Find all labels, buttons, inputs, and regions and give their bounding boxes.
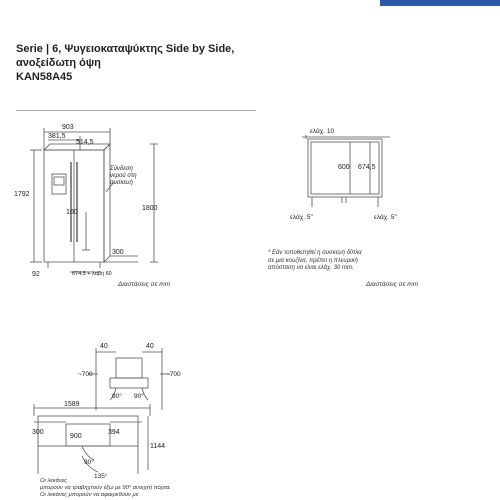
dim-foot: 92 <box>32 271 40 278</box>
connection-label-2: νερού στη <box>110 173 137 179</box>
niche-caption: Διαστάσεις σε mm <box>366 281 419 288</box>
drawer-note-line-3: Οι λεκάνες μπορούν να αφαιρεθούν με <box>40 492 139 498</box>
niche-note-line-2: σε μια κουζίνα, πρέπει η πλευρική <box>268 257 358 264</box>
dim-90-right: 90° <box>134 393 144 400</box>
niche-note-line-1: * Εάν τοποθετηθεί η συσκευή δίπλα <box>268 250 362 256</box>
top-bar <box>0 0 500 8</box>
connection-label-3: συσκευή <box>110 180 133 186</box>
niche-diagram <box>290 125 440 225</box>
dim-90-left: 90° <box>112 393 122 400</box>
dim-right-width: 514,5 <box>76 139 94 146</box>
dim-height-right: 1800 <box>142 205 158 212</box>
dim-1589: 1589 <box>64 401 80 408</box>
dim-900: 900 <box>70 433 82 440</box>
header-divider <box>16 110 256 111</box>
niche-note <box>268 250 448 273</box>
dim-300: 300 <box>32 429 44 436</box>
niche-note-line-3: απόσταση να είναι ελάχ. 30 mm. <box>268 265 354 271</box>
dim-bottom-note: 674,5 + λαβή 60 <box>72 271 112 277</box>
drawer-note-line-2: μπορούν να τραβηχτούν έξω με 90° ανοιχτή πόρτα. <box>40 485 171 491</box>
dim-min-right: ελάχ. 5" <box>374 214 397 221</box>
dim-135: 135° <box>94 473 108 480</box>
front-view-diagram <box>14 122 244 282</box>
brand-accent-bar <box>380 0 500 6</box>
dim-height-left: 1792 <box>14 191 30 198</box>
document-header <box>16 42 316 84</box>
title-line-1: Serie | 6, Ψυγειοκαταψύκτης Side by Side, <box>16 43 235 55</box>
dim-600: 600 <box>338 164 350 171</box>
dim-40-right: 40 <box>146 343 154 350</box>
dim-700-left: ~700 <box>78 371 93 378</box>
dim-40-left: 40 <box>100 343 108 350</box>
dim-700-right: ~700 <box>166 371 181 378</box>
dim-total-width: 903 <box>62 124 74 131</box>
drawer-note-line-1: Οι λεκάνες <box>40 478 68 484</box>
dim-min-top: ελάχ. 10 <box>310 128 335 135</box>
dim-depth: 300 <box>112 249 124 256</box>
dim-394: 394 <box>108 429 120 436</box>
dim-1144: 1144 <box>150 443 166 450</box>
top-view-diagram <box>30 340 270 480</box>
title-line-2: ανοξείδωτη όψη <box>16 57 101 69</box>
dim-90-bottom: 90° <box>84 459 94 466</box>
model-number: KAN58A45 <box>16 71 73 83</box>
dim-min-left: ελάχ. 5" <box>290 214 313 221</box>
dim-left-width: 381,5 <box>48 133 66 140</box>
connection-label-1: Σύνδεση <box>110 166 133 172</box>
front-caption: Διαστάσεις σε mm <box>118 281 171 288</box>
dim-674: 674,5 <box>358 164 376 171</box>
drawer-note <box>40 478 240 499</box>
dim-inner: 100 <box>66 209 78 216</box>
